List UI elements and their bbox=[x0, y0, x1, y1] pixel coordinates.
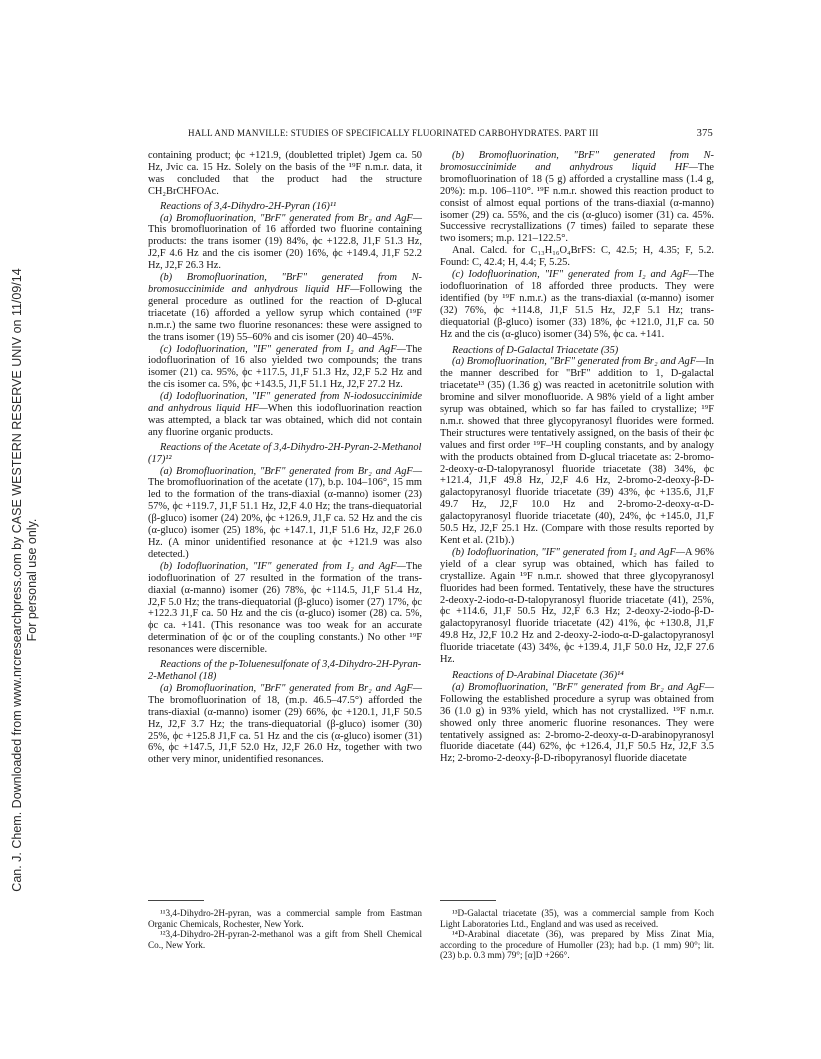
paragraph bbox=[148, 683, 422, 766]
paragraph-body: The bromofluorination of 18 (5 g) afforded a crystalline mass (1.4 g, 20%): m.p. 106–110°. ¹⁹F n.m.r. showed this reaction product to consist of almost equal portions of the trans-diaxial (α-manno) isomer (29) ca. 55%, and the cis (α-gluco) isomer (31) ca. 45%. Successive recrystallizations (7 times) failed to separate these two isomers; m.p. 121–122.5°. bbox=[440, 161, 714, 245]
paragraph bbox=[148, 213, 422, 273]
paragraph bbox=[440, 356, 714, 547]
footnote-rule-right bbox=[440, 900, 496, 901]
paragraph-lead: (a) Bromofluorination, "BrF" generated from Br₂ and AgF— bbox=[452, 356, 706, 368]
paragraph-lead: (c) Iodofluorination, "IF" generated from I₂ and AgF— bbox=[160, 343, 406, 355]
footnote: ¹³D-Galactal triacetate (35), was a commercial sample from Koch Light Laboratories Ltd., England and was used as received. bbox=[440, 908, 714, 929]
analysis-paragraph: Anal. Calcd. for C₁₃H₁₆O₄BrFS: C, 42.5; H, 4.35; F, 5.2. Found: C, 42.4; H, 4.4; F, 5.25. bbox=[440, 245, 714, 269]
section-heading: Reactions of the p-Toluenesulfonate of 3,4-Dihydro-2H-Pyran-2-Methanol (18) bbox=[148, 659, 422, 682]
paragraph bbox=[148, 466, 422, 561]
running-header bbox=[148, 128, 713, 144]
page-number: 375 bbox=[696, 128, 713, 139]
paragraph-body: A 96% yield of a clear syrup was obtained, which has failed to crystallize. Again ¹⁹F n.m.r. showed that three glycopyranosyl fluorides had been formed. Tentatively, these have the structures 2-deoxy-2-iodo-α-D-talopyranosyl fluoride triacetate (41), 25%, ϕc +114.6, J1,F 50.5 Hz, J2,F 6.3 Hz; 2-deoxy-2-iodo-β-D-galactopyranosyl fluoride triacetate (42) 41%, ϕc +130.8, J1,F 49.8 Hz, J2,F 10.2 Hz and 2-deoxy-2-iodo-α-D-galactopyranosyl fluoride triacetate (43) 34%, ϕc +139.4, J1,F 50.0 Hz, J2,F 27.6 Hz. bbox=[440, 546, 714, 666]
paragraph bbox=[440, 269, 714, 340]
right-column bbox=[440, 150, 714, 890]
paragraph-lead: (b) Bromofluorination, "BrF" generated from N-bromosuccinimide and anhydrous liquid HF— bbox=[440, 150, 714, 173]
download-watermark bbox=[6, 200, 44, 960]
paragraph-lead: (c) Iodofluorination, "IF" generated from I₂ and AgF— bbox=[452, 269, 698, 281]
section-heading: Reactions of D-Arabinal Diacetate (36)¹⁴ bbox=[452, 669, 624, 681]
section-heading: Reactions of D-Galactal Triacetate (35) bbox=[452, 344, 619, 356]
paragraph-lead: (a) Bromofluorination, "BrF" generated from Br₂ and AgF— bbox=[452, 681, 714, 693]
paragraph-body: Following the established procedure a syrup was obtained from 36 (1.0 g) in 93% yield, which has not crystallized. ¹⁹F n.m.r. showed only three anomeric fluorine resonances. They were tentatively assigned as: 2-bromo-2-deoxy-α-D-arabinopyranosyl fluoride diacetate (44) 62%, ϕc +126.4, J1,F 50.5 Hz, J2,F 3.5 Hz; 2-bromo-2-deoxy-β-D-ribopyranosyl fluoride diacetate bbox=[440, 693, 714, 765]
download-watermark-text bbox=[10, 268, 40, 891]
paragraph bbox=[440, 547, 714, 666]
paragraph-body: In the manner described for "BrF" addition to 1, D-galactal triacetate¹³ (35) (1.36 g) was reacted in acetonitrile solution with bromine and silver monofluoride. A 98% yield of a light amber syrup was obtained, which so far has failed to crystallize; ¹⁹F n.m.r. showed that three glycopyranosyl fluorides were formed. Their structures were tentatively assigned, on the basis of their ϕc values and first order ¹⁹F–¹H coupling constants, and by analogy with the products obtained from D-glucal triacetate as: 2-bromo-2-deoxy-α-D-talopyranosyl fluoride triacetate (38) 34%, ϕc +121.4, J1,F 49.8 Hz, J2,F 4.6 Hz, 2-bromo-2-deoxy-β-D-galactopyranosyl fluoride triacetate (39) 43%, ϕc +135.6, J1,F 49.7 Hz, J2,F 10.0 Hz and 2-bromo-2-deoxy-α-D-galactopyranosyl fluoride triacetate (40), 24%, ϕc +145.0, J1,F 50.5 Hz, J2,F 25.1 Hz. (Compare with those results reported by Kent et al. (21b).) bbox=[440, 356, 714, 546]
paragraph-body: This bromofluorination of 16 afforded two fluorine containing products: the trans isomer (19) 84%, ϕc +122.8, J1,F 51.3 Hz, J2,F 4.6 Hz and the cis isomer (20) 16%, ϕc +149.4, J1,F 52.2 Hz, J2,F 26.3 Hz. bbox=[148, 224, 422, 272]
paragraph: containing product; ϕc +121.9, (doubletted triplet) Jgem ca. 50 Hz, Jvic ca. 15 Hz. Solely on the basis of the ¹⁹F n.m.r. data, it was concluded that the product had the structure CH₂BrCHFOAc. bbox=[148, 150, 422, 197]
footnotes-right bbox=[440, 908, 714, 961]
paragraph-lead: (a) Bromofluorination, "BrF" generated from Br₂ and AgF— bbox=[160, 682, 422, 694]
paragraph-body: Following the general procedure as outlined for the reaction of D-glucal triacetate (16) afforded a yellow syrup which contained (¹⁹F n.m.r.) the same two fluorine resonances: these were assigned to the trans isomer (19) 55–60% and cis isomer (20) 40–45%. bbox=[148, 283, 422, 343]
paragraph-lead: (d) Iodofluorination, "IF" generated from N-iodosuccinimide and anhydrous liquid HF— bbox=[148, 391, 422, 415]
paragraph-lead: (a) Bromofluorination, "BrF" generated from Br₂ and AgF— bbox=[160, 465, 422, 477]
paragraph-body: The iodofluorination of 18 afforded three products. They were identified (by ¹⁹F n.m.r.) as the trans-diaxial (α-manno) isomer (32) 76%, ϕc +114.8, J1,F 51.5 Hz, J2,F 5.1 Hz; trans-diequatorial (β-gluco) isomer (33) 18%, ϕc +121.0, J1,F ca. 50 Hz and the cis (α-gluco) isomer (34) 5%, ϕc ca. +141. bbox=[440, 269, 714, 340]
paragraph bbox=[148, 391, 422, 439]
paragraph-lead: (b) Iodofluorination, "IF" generated from I₂ and AgF— bbox=[160, 560, 406, 572]
watermark-line-1: Can. J. Chem. Downloaded from www.nrcresearchpress.com by CASE WESTERN RESERVE UNIV on 11/09/14 bbox=[10, 268, 24, 892]
paragraph-body: The bromofluorination of 18, (m.p. 46.5–47.5°) afforded the trans-diaxial (α-manno) isomer (29) 66%, ϕc +120.1, J1,F 50.5 Hz, J2,F 3.7 Hz; the trans-diequatorial (β-gluco) isomer (30) 25%, ϕc +125.8 J1,F ca. 51 Hz and the cis (α-gluco) isomer (31) 6%, ϕc +147.5, J1,F 52.0 Hz, J2,F 26.0 Hz, together with two other very minor, unidentified resonances. bbox=[148, 694, 422, 766]
paragraph bbox=[440, 682, 714, 765]
footnote: ¹⁴D-Arabinal diacetate (36), was prepared by Miss Zinat Mia, according to the procedure of Humoller (23); had b.p. (1 mm) 90°; lit. (23) b.p. 0.3 mm) 79°; [α]D +266°. bbox=[440, 929, 714, 961]
paragraph bbox=[148, 561, 422, 656]
section-heading: Reactions of the Acetate of 3,4-Dihydro-2H-Pyran-2-Methanol (17)¹² bbox=[148, 441, 422, 465]
watermark-line-2: For personal use only. bbox=[25, 518, 39, 642]
left-column bbox=[148, 150, 422, 890]
paragraph bbox=[148, 272, 422, 343]
paragraph-lead: (b) Bromofluorination, "BrF" generated from N-bromosuccinimide and anhydrous liquid HF— bbox=[148, 272, 422, 295]
footnote-rule-left bbox=[148, 900, 204, 901]
running-title: HALL AND MANVILLE: STUDIES OF SPECIFICALLY FLUORINATED CARBOHYDRATES. PART III bbox=[188, 128, 599, 138]
paragraph bbox=[440, 150, 714, 245]
section-heading: Reactions of 3,4-Dihydro-2H-Pyran (16)¹¹ bbox=[160, 200, 337, 212]
footnotes-left bbox=[148, 908, 422, 950]
paragraph-body: The iodofluorination of 16 also yielded two compounds; the trans isomer (21) ca. 95%, ϕc +117.5, J1,F 51.3 Hz, J2,F 5.2 Hz and the cis isomer ca. 5%, ϕc +143.5, J1,F 51.1 Hz, J2,F 27.2 Hz. bbox=[148, 343, 422, 391]
paragraph-body: The bromofluorination of the acetate (17), b.p. 104–106°, 15 mm led to the formation of the trans-diaxial (α-manno) isomer (23) 57%, ϕc +119.7, J1,F 51.1 Hz, J2,F 4.0 Hz; the trans-diequatorial (β-gluco) isomer (24) 20%, ϕc +126.9, J1,F ca. 52 Hz and the cis (α-gluco) isomer (25) 18%, ϕc +147.1, J1,F 51.6 Hz, J2,F 26.0 Hz. (A minor unidentified resonance at ϕc +121.9 was also detected.) bbox=[148, 477, 422, 560]
paragraph-lead: (a) Bromofluorination, "BrF" generated from Br₂ and AgF— bbox=[160, 212, 422, 224]
paragraph-body: The iodofluorination of 27 resulted in the formation of the trans-diaxial (α-manno) isomer (26) 78%, ϕc +114.5, J1,F 51.4 Hz, J2,F 5.0 Hz; the trans-diequatorial (β-gluco) isomer (27) 17%, ϕc +122.3 J1,F ca. 50 Hz and the cis (α-gluco) isomer (28) ca. 5%, ϕc ca. +141. (This resonance was too weak for an accurate determination of ϕc or of the coupling constants.) No other ¹⁹F resonances were discernible. bbox=[148, 560, 422, 656]
paragraph-body: When this iodofluorination reaction was attempted, a black tar was obtained, which did not contain any fluorine organic products. bbox=[148, 403, 422, 438]
paragraph bbox=[148, 344, 422, 392]
paragraph-lead: (b) Iodofluorination, "IF" generated from I₂ and AgF— bbox=[452, 546, 686, 558]
footnote: ¹²3,4-Dihydro-2H-pyran-2-methanol was a gift from Shell Chemical Co., New York. bbox=[148, 929, 422, 950]
footnote: ¹¹3,4-Dihydro-2H-pyran, was a commercial sample from Eastman Organic Chemicals, Rochester, New York. bbox=[148, 908, 422, 929]
